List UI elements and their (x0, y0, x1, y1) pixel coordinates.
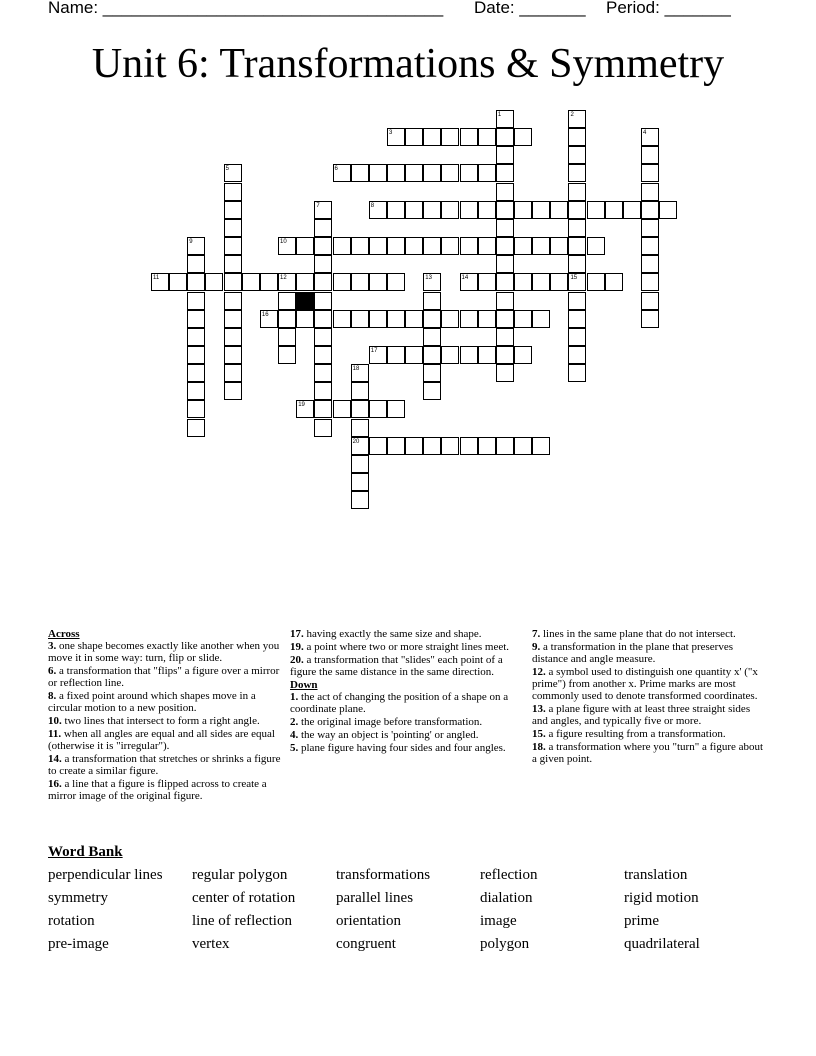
page-title: Unit 6: Transformations & Symmetry (91, 41, 725, 87)
clue-number-label: 7 (316, 202, 320, 209)
clue-number-label: 13 (425, 275, 432, 282)
crossword-cell[interactable] (496, 364, 514, 382)
crossword-cell[interactable] (369, 310, 387, 328)
crossword-cell[interactable] (641, 183, 659, 201)
word-bank-item: parallel lines (336, 890, 414, 906)
crossword-cell[interactable] (496, 201, 514, 219)
crossword-cell[interactable] (278, 346, 296, 364)
crossword-cell[interactable] (296, 273, 314, 291)
crossword-cell[interactable] (550, 201, 568, 219)
crossword-cell[interactable] (641, 237, 659, 255)
word-bank-item: vertex (192, 936, 230, 952)
crossword-cell[interactable] (187, 255, 205, 273)
crossword-cell[interactable] (314, 328, 332, 346)
crossword-cell[interactable] (423, 292, 441, 310)
clue-number-label: 18 (352, 366, 360, 373)
clue-number-label: 5 (225, 166, 229, 173)
across-clue: 16. a line that a figure is flipped across to create a mirror image of the original figure. (48, 778, 267, 802)
crossword-cell[interactable] (460, 237, 478, 255)
crossword-cell[interactable] (224, 201, 242, 219)
crossword-cell[interactable] (405, 164, 423, 182)
crossword-cell[interactable] (369, 400, 387, 418)
crossword-cell[interactable] (187, 400, 205, 418)
crossword-cell[interactable] (514, 201, 532, 219)
crossword-cell[interactable] (460, 437, 478, 455)
crossword-cell[interactable] (478, 237, 496, 255)
crossword-cell[interactable] (314, 292, 332, 310)
crossword-cell[interactable] (333, 273, 351, 291)
crossword-cell[interactable] (423, 128, 441, 146)
crossword-cell[interactable] (641, 164, 659, 182)
crossword-cell[interactable] (278, 292, 296, 310)
crossword-cell[interactable] (478, 201, 496, 219)
clue-number-label: 17 (370, 347, 378, 354)
crossword-cell[interactable] (314, 310, 332, 328)
down-clue: 4. the way an object is 'pointing' or angled. (290, 729, 479, 741)
crossword-cell[interactable] (496, 273, 514, 291)
crossword-cell[interactable] (351, 310, 369, 328)
clue-number-label: 19 (298, 402, 305, 409)
clue-number-label: 20 (352, 438, 360, 445)
crossword-cell[interactable] (587, 273, 605, 291)
crossword-cell[interactable] (405, 310, 423, 328)
word-bank-item: congruent (336, 936, 396, 952)
crossword-cell[interactable] (514, 237, 532, 255)
crossword-cell[interactable] (351, 400, 369, 418)
down-clue: 2. the original image before transformation. (290, 716, 483, 728)
crossword-cell[interactable] (369, 273, 387, 291)
crossword-cell[interactable] (568, 201, 586, 219)
crossword-cell[interactable] (296, 237, 314, 255)
crossword-cell[interactable] (496, 237, 514, 255)
crossword-cell[interactable] (187, 292, 205, 310)
clues-column-3 (532, 628, 768, 766)
word-bank-heading: Word Bank (48, 844, 123, 860)
crossword-cell[interactable] (405, 437, 423, 455)
clue-number-label: 11 (153, 275, 160, 282)
crossword-cell[interactable] (314, 382, 332, 400)
word-bank-item: symmetry (48, 890, 108, 906)
across-clue: 10. two lines that intersect to form a right angle. (48, 715, 260, 727)
across-clue: 19. a point where two or more straight lines meet. (290, 641, 510, 653)
clues-column-1 (48, 628, 284, 803)
crossword-cell[interactable] (387, 346, 405, 364)
crossword-cell[interactable] (605, 201, 623, 219)
date-field[interactable]: Date: _______ (474, 0, 586, 17)
crossword-cell[interactable] (369, 237, 387, 255)
word-bank-item: line of reflection (192, 913, 292, 929)
crossword-cell[interactable] (587, 201, 605, 219)
crossword-cell[interactable] (514, 128, 532, 146)
crossword-cell[interactable] (187, 273, 205, 291)
crossword-cell[interactable] (568, 164, 586, 182)
crossword-cell[interactable] (333, 237, 351, 255)
across-clue: 6. a transformation that "flips" a figure over a mirror or reflection line. (48, 665, 280, 689)
crossword-cell[interactable] (423, 164, 441, 182)
crossword-cell[interactable] (423, 346, 441, 364)
crossword-cell[interactable] (423, 201, 441, 219)
crossword-cell[interactable] (351, 491, 369, 509)
crossword-cell[interactable] (278, 328, 296, 346)
crossword-cell[interactable] (369, 437, 387, 455)
clue-number-label: 4 (643, 130, 647, 137)
crossword-cell[interactable] (387, 201, 405, 219)
crossword-cell[interactable] (314, 237, 332, 255)
crossword-cell[interactable] (351, 164, 369, 182)
crossword-cell[interactable] (205, 273, 223, 291)
crossword-cell[interactable] (568, 219, 586, 237)
crossword-cell[interactable] (387, 400, 405, 418)
across-heading: Across (48, 628, 80, 640)
crossword-cell[interactable] (224, 310, 242, 328)
crossword-cell[interactable] (387, 310, 405, 328)
down-clue: 15. a figure resulting from a transformation. (532, 728, 726, 740)
crossword-cell[interactable] (514, 310, 532, 328)
crossword-cell[interactable] (441, 346, 459, 364)
crossword-cell[interactable] (387, 437, 405, 455)
down-clue: 1. the act of changing the position of a shape on a coordinate plane. (290, 691, 509, 715)
crossword-cell[interactable] (423, 437, 441, 455)
clue-number-label: 14 (461, 275, 469, 282)
crossword-cell[interactable] (568, 128, 586, 146)
crossword-cell[interactable] (405, 237, 423, 255)
crossword-cell[interactable] (405, 201, 423, 219)
crossword-cell[interactable] (224, 364, 242, 382)
crossword-cell[interactable] (532, 437, 550, 455)
crossword-cell[interactable] (514, 346, 532, 364)
down-clue: 18. a transformation where you "turn" a figure about a given point. (532, 741, 764, 765)
crossword-cell[interactable] (224, 382, 242, 400)
clue-number-label: 6 (334, 166, 338, 173)
crossword-cell[interactable] (568, 364, 586, 382)
crossword-cell[interactable] (532, 310, 550, 328)
down-heading: Down (290, 679, 318, 691)
crossword-cell[interactable] (441, 310, 459, 328)
crossword-cell[interactable] (641, 201, 659, 219)
crossword-cell[interactable] (224, 255, 242, 273)
crossword-cell[interactable] (460, 346, 478, 364)
crossword-cell[interactable] (514, 273, 532, 291)
crossword-cell[interactable] (187, 364, 205, 382)
across-clue: 20. a transformation that "slides" each point of a figure the same distance in the same direction. (290, 654, 503, 678)
crossword-cell[interactable] (641, 255, 659, 273)
crossword-cell[interactable] (314, 273, 332, 291)
crossword-cell[interactable] (659, 201, 677, 219)
clue-number-label: 16 (261, 311, 269, 318)
crossword-cell[interactable] (224, 328, 242, 346)
crossword-cell[interactable] (478, 346, 496, 364)
clue-number-label: 12 (280, 275, 287, 282)
crossword-cell[interactable] (351, 237, 369, 255)
crossword-cell[interactable] (641, 219, 659, 237)
crossword-cell[interactable] (278, 310, 296, 328)
crossword-cell[interactable] (496, 164, 514, 182)
crossword-cell[interactable] (441, 164, 459, 182)
crossword-cell[interactable] (387, 164, 405, 182)
crossword-cell[interactable] (496, 346, 514, 364)
down-clue: 5. plane figure having four sides and four angles. (290, 742, 506, 754)
crossword-cell[interactable] (441, 128, 459, 146)
word-bank-item: pre-image (48, 936, 109, 952)
clues-column-2 (290, 628, 526, 755)
crossword-cell[interactable] (187, 328, 205, 346)
crossword-cell[interactable] (514, 437, 532, 455)
crossword-cell[interactable] (333, 310, 351, 328)
crossword-cell[interactable] (187, 382, 205, 400)
crossword-cell[interactable] (314, 364, 332, 382)
down-clue: 7. lines in the same plane that do not intersect. (532, 628, 736, 640)
crossword-cell[interactable] (532, 237, 550, 255)
crossword-cell[interactable] (423, 310, 441, 328)
across-clue: 11. when all angles are equal and all sides are equal (otherwise it is "irregular"). (48, 728, 275, 752)
crossword-cell[interactable] (405, 128, 423, 146)
word-bank-item: center of rotation (192, 890, 296, 906)
crossword-cell[interactable] (550, 273, 568, 291)
word-bank-item: rotation (48, 913, 95, 929)
crossword-cell[interactable] (224, 346, 242, 364)
crossword-cell[interactable] (568, 346, 586, 364)
crossword-cell[interactable] (460, 201, 478, 219)
crossword-cell[interactable] (351, 473, 369, 491)
crossword-cell[interactable] (314, 219, 332, 237)
crossword-cell[interactable] (496, 292, 514, 310)
crossword-cell[interactable] (532, 201, 550, 219)
crossword-cell[interactable] (496, 255, 514, 273)
crossword-cell[interactable] (169, 273, 187, 291)
crossword-cell[interactable] (423, 364, 441, 382)
word-bank-item: orientation (336, 913, 401, 929)
crossword-cell[interactable] (314, 255, 332, 273)
clue-number-label: 1 (497, 112, 502, 118)
crossword-cell[interactable] (333, 400, 351, 418)
clue-number-label: 2 (570, 112, 574, 118)
across-clue: 14. a transformation that stretches or shrinks a figure to create a similar figure. (48, 753, 281, 777)
crossword-cell[interactable] (351, 273, 369, 291)
clue-number-label: 10 (280, 239, 287, 246)
word-bank-item: prime (624, 913, 659, 929)
clue-number-label: 9 (189, 239, 193, 246)
across-clue: 17. having exactly the same size and shape. (290, 628, 482, 640)
crossword-cell[interactable] (423, 237, 441, 255)
crossword-cell[interactable] (351, 382, 369, 400)
crossword-cell[interactable] (423, 328, 441, 346)
crossword-cell[interactable] (568, 328, 586, 346)
crossword-cell[interactable] (369, 164, 387, 182)
crossword-cell[interactable] (224, 183, 242, 201)
crossword-cell[interactable] (568, 310, 586, 328)
crossword-cell[interactable] (296, 310, 314, 328)
crossword-cell[interactable] (568, 255, 586, 273)
crossword-cell[interactable] (478, 164, 496, 182)
crossword-cell[interactable] (441, 201, 459, 219)
crossword-cell[interactable] (460, 128, 478, 146)
crossword-cell[interactable] (224, 273, 242, 291)
crossword-cell[interactable] (441, 437, 459, 455)
across-clue: 3. one shape becomes exactly like another when you move it in some way: turn, flip or slide. (48, 640, 280, 664)
word-bank-item: regular polygon (192, 867, 288, 883)
crossword-cell[interactable] (478, 273, 496, 291)
down-clue: 12. a symbol used to distinguish one quantity x' ("x prime") from another x. Prime marks are most commonly used to denote transformed coordinates. (532, 666, 758, 702)
word-bank-item: image (480, 913, 517, 929)
crossword-cell[interactable] (405, 346, 423, 364)
crossword-cell[interactable] (496, 128, 514, 146)
crossword-cell[interactable] (496, 219, 514, 237)
word-bank-item: perpendicular lines (48, 867, 163, 883)
crossword-cell[interactable] (314, 346, 332, 364)
crossword-cell[interactable] (605, 273, 623, 291)
crossword-cell[interactable] (568, 292, 586, 310)
crossword-cell[interactable] (224, 292, 242, 310)
crossword-cell[interactable] (351, 455, 369, 473)
across-clue: 8. a fixed point around which shapes move in a circular motion to a new position. (48, 690, 256, 714)
crossword-cell[interactable] (568, 237, 586, 255)
word-bank (48, 866, 768, 954)
crossword-cell[interactable] (314, 419, 332, 437)
crossword-cell[interactable] (641, 310, 659, 328)
word-bank-item: translation (624, 867, 688, 883)
crossword-black-square (296, 292, 314, 310)
crossword-cell[interactable] (187, 310, 205, 328)
crossword-cell[interactable] (496, 146, 514, 164)
word-bank-item: reflection (480, 867, 538, 883)
crossword-cell[interactable] (532, 273, 550, 291)
word-bank-item: rigid motion (624, 890, 699, 906)
crossword-cell[interactable] (478, 128, 496, 146)
crossword-cell[interactable] (460, 164, 478, 182)
clue-number-label: 15 (570, 275, 578, 282)
crossword-cell[interactable] (496, 328, 514, 346)
clue-number-label: 8 (370, 202, 375, 209)
period-field[interactable]: Period: _______ (606, 0, 731, 17)
crossword-cell[interactable] (187, 346, 205, 364)
down-clue: 9. a transformation in the plane that preserves distance and angle measure. (532, 641, 733, 665)
down-clue: 13. a plane figure with at least three straight sides and angles, and typically five or more. (532, 703, 751, 727)
crossword-cell[interactable] (242, 273, 260, 291)
crossword-cell[interactable] (478, 437, 496, 455)
word-bank-item: transformations (336, 867, 431, 883)
crossword-cell[interactable] (387, 273, 405, 291)
crossword-cell[interactable] (260, 273, 278, 291)
crossword-cell[interactable] (478, 310, 496, 328)
crossword-cell[interactable] (587, 237, 605, 255)
crossword-cell[interactable] (351, 419, 369, 437)
crossword-cell[interactable] (623, 201, 641, 219)
word-bank-item: dialation (480, 890, 533, 906)
crossword-cell[interactable] (314, 400, 332, 418)
crossword-cell[interactable] (224, 237, 242, 255)
crossword-cell[interactable] (423, 382, 441, 400)
crossword-cell[interactable] (641, 273, 659, 291)
crossword-cell[interactable] (224, 219, 242, 237)
crossword-cell[interactable] (550, 237, 568, 255)
word-bank-item: polygon (480, 936, 530, 952)
crossword-cell[interactable] (568, 183, 586, 201)
word-bank-item: quadrilateral (624, 936, 700, 952)
crossword-cell[interactable] (568, 146, 586, 164)
crossword-cell[interactable] (441, 237, 459, 255)
crossword-cell[interactable] (496, 310, 514, 328)
crossword-cell[interactable] (460, 310, 478, 328)
crossword-cell[interactable] (496, 437, 514, 455)
name-field[interactable]: Name: ____________________________________ (48, 0, 444, 17)
crossword-cell[interactable] (496, 183, 514, 201)
clue-number-label: 3 (388, 130, 393, 137)
crossword-cell[interactable] (187, 419, 205, 437)
crossword-cell[interactable] (387, 237, 405, 255)
crossword-cell[interactable] (641, 292, 659, 310)
crossword-cell[interactable] (641, 146, 659, 164)
